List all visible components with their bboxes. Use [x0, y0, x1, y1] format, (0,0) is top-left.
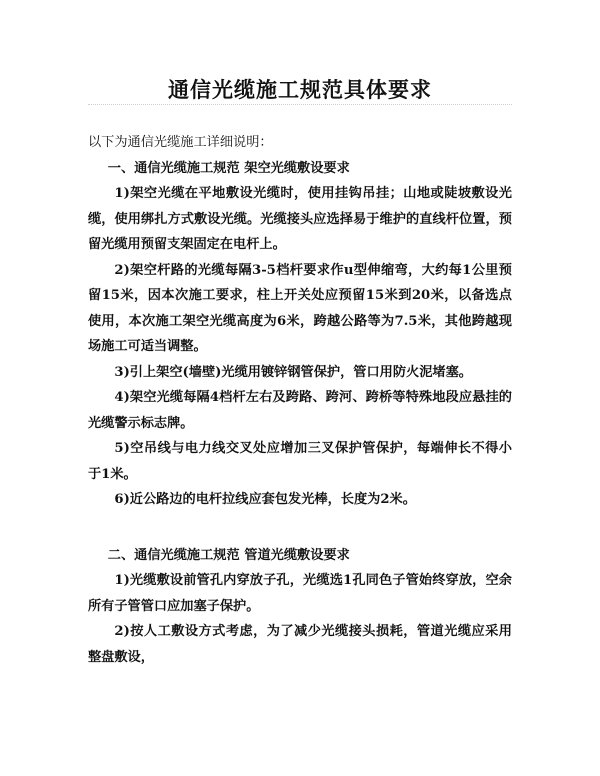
aerial-item-5: 5)空吊线与电力线交叉处应增加三叉保护管保护，每端伸长不得小于1米。 [88, 441, 512, 482]
aerial-item-4: 4)架空光缆每隔4档杆左右及跨路、跨河、跨桥等特殊地段应悬挂的光缆警示标志牌。 [88, 390, 512, 431]
aerial-item-6: 6)近公路边的电杆拉线应套包发光棒，长度为2米。 [114, 492, 416, 507]
title-divider [88, 104, 512, 105]
section-heading-aerial: 一、通信光缆施工规范 架空光缆敷设要求 [107, 160, 350, 176]
aerial-item-3: 3)引上架空(墙壁)光缆用镀锌钢管保护，管口用防火泥堵塞。 [114, 364, 472, 380]
intro-paragraph: 以下为通信光缆施工详细说明： [88, 135, 273, 150]
aerial-item-1: 1)架空光缆在平地敷设光缆时，使用挂钩吊挂；山地或陡坡敷设光缆，使用绑扎方式敷设光缆。光缆接头应选择易于维护的直线杆位置，预留光缆用预留支架固定在电杆上。 [88, 186, 512, 252]
section-heading-duct: 二、通信光缆施工规范 管道光缆敷设要求 [107, 547, 350, 563]
document-title: 通信光缆施工规范具体要求 [168, 77, 432, 102]
section-spacer [88, 513, 512, 543]
document-body [88, 130, 512, 670]
aerial-item-2: 2)架空杆路的光缆每隔3-5档杆要求作u型伸缩弯，大约每1公里预留15米，因本次施工要求，柱上开关处应预留15米到20米，以备选点使用，本次施工架空光缆高度为6米，跨越公路等为7.5米，其他跨越现场施工可适当调整。 [88, 262, 512, 354]
duct-item-1: 1)光缆敷设前管孔内穿放子孔，光缆选1孔同色子管始终穿放，空余所有子管管口应加塞子保护。 [88, 573, 512, 614]
duct-item-2: 2)按人工敷设方式考虑，为了减少光缆接头损耗，管道光缆应采用整盘敷设， [88, 624, 512, 665]
